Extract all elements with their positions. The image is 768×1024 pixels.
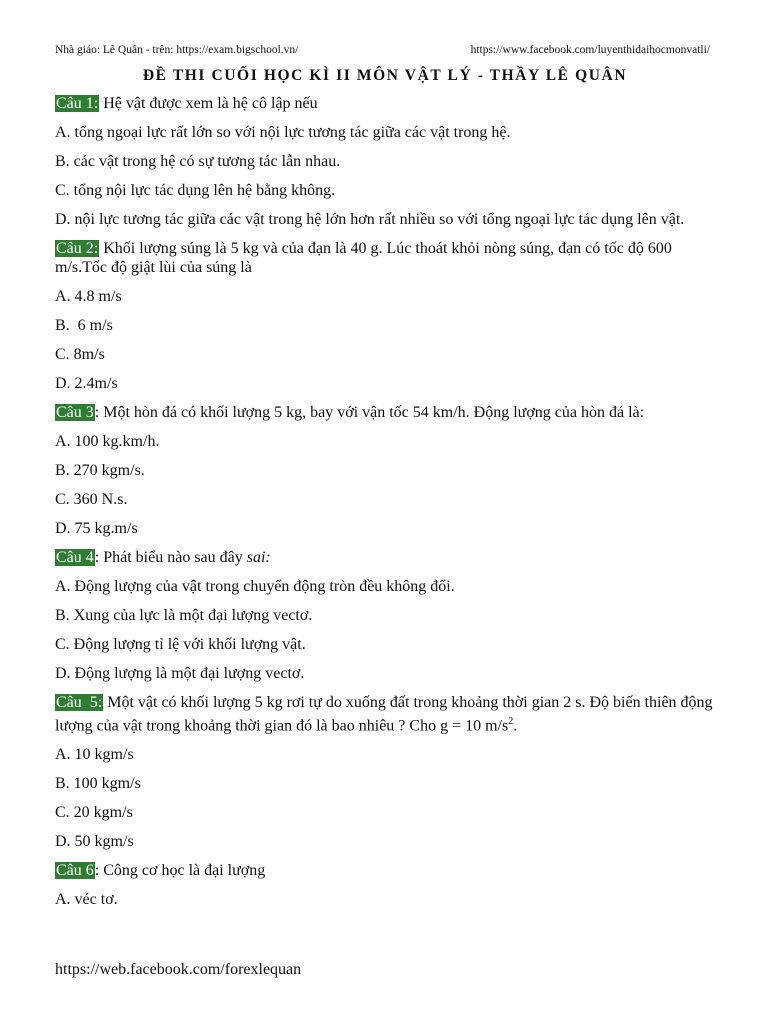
- option: D. 75 kg.m/s: [55, 520, 138, 537]
- question-3: [55, 403, 715, 538]
- question-text: : Phát biểu nào sau đây: [94, 549, 247, 566]
- option: D. 2.4m/s: [55, 375, 118, 392]
- question-text: Khối lượng súng là 5 kg và của đạn là 40 g. Lúc thoát khỏi nòng súng, đạn có tốc độ 600 m/s.Tốc độ giật lùi của súng là: [55, 240, 672, 276]
- option: B. Xung của lực là một đại lượng vectơ.: [55, 607, 313, 624]
- option: D. nội lực tương tác giữa các vật trong hệ lớn hơn rất nhiều so với tổng ngoại lực tác dụng lên vật.: [55, 211, 685, 228]
- question-tag: Câu 1:: [56, 95, 99, 112]
- question-tag: Câu 5:: [56, 694, 103, 711]
- exponent: 2: [508, 716, 514, 727]
- question-stem: [55, 548, 715, 567]
- option: A. 10 kgm/s: [55, 746, 134, 764]
- question-stem: [55, 94, 715, 113]
- question-stem: [55, 861, 715, 880]
- question-tag: Câu 6: [56, 862, 94, 880]
- question-text: : Một hòn đá có khối lượng 5 kg, bay với vận tốc 54 km/h. Động lượng của hòn đá là:: [94, 404, 645, 421]
- option: C. 20 kgm/s: [55, 804, 133, 822]
- exam-body: [55, 94, 715, 919]
- option: D. 50 kgm/s: [55, 833, 134, 851]
- page-header: [55, 44, 710, 56]
- option: B. 270 kgm/s.: [55, 462, 145, 479]
- question-1: [55, 94, 715, 229]
- question-text-end: .: [513, 717, 518, 735]
- option: C. Động lượng tỉ lệ với khối lượng vật.: [55, 636, 306, 653]
- footer-link[interactable]: https://web.facebook.com/forexlequan: [55, 961, 302, 978]
- option: A. 4.8 m/s: [55, 288, 122, 305]
- question-tag: Câu 4: [56, 549, 94, 566]
- question-5: [55, 693, 715, 851]
- question-6: [55, 861, 715, 909]
- question-text: : Công cơ học là đại lượng: [94, 862, 266, 880]
- exam-title: ĐỀ THI CUỐI HỌC KÌ II MÔN VẬT LÝ - THẦY LÊ QUÂN: [142, 67, 628, 84]
- question-2: [55, 239, 715, 393]
- option: C. tổng nội lực tác dụng lên hệ bằng không.: [55, 182, 336, 199]
- option: B. 6 m/s: [55, 317, 113, 334]
- question-tag: Câu 2:: [56, 240, 99, 257]
- option: A. Động lượng của vật trong chuyển động tròn đều không đổi.: [55, 578, 455, 595]
- option: C. 8m/s: [55, 346, 105, 363]
- header-right-text: https://www.facebook.com/luyenthidaihocmonvatli/: [470, 44, 710, 56]
- question-stem: [55, 403, 715, 422]
- option: B. các vật trong hệ có sự tương tác lẫn nhau.: [55, 153, 341, 170]
- option: A. 100 kg.km/h.: [55, 433, 160, 450]
- question-text: Một vật có khối lượng 5 kg rơi tự do xuống đất trong khoảng thời gian 2 s. Độ biến thiên động lượng của vật trong khoảng thời gian đó là bao nhiêu ? Cho g = 10 m/s: [55, 694, 713, 735]
- question-tag: Câu 3: [56, 404, 94, 421]
- header-left-text: Nhà giáo: Lê Quân - trên: https://exam.bigschool.vn/: [55, 44, 299, 56]
- option: B. 100 kgm/s: [55, 775, 141, 793]
- question-stem: [55, 693, 715, 735]
- question-4: [55, 548, 715, 683]
- question-stem: [55, 239, 715, 277]
- question-emphasis: sai:: [246, 549, 271, 566]
- option: C. 360 N.s.: [55, 491, 128, 508]
- option: A. tổng ngoại lực rất lớn so với nội lực tương tác giữa các vật trong hệ.: [55, 124, 511, 141]
- option: D. Động lượng là một đại lượng vectơ.: [55, 665, 305, 682]
- option: A. véc tơ.: [55, 891, 118, 909]
- question-text: Hệ vật được xem là hệ cô lập nếu: [99, 95, 318, 112]
